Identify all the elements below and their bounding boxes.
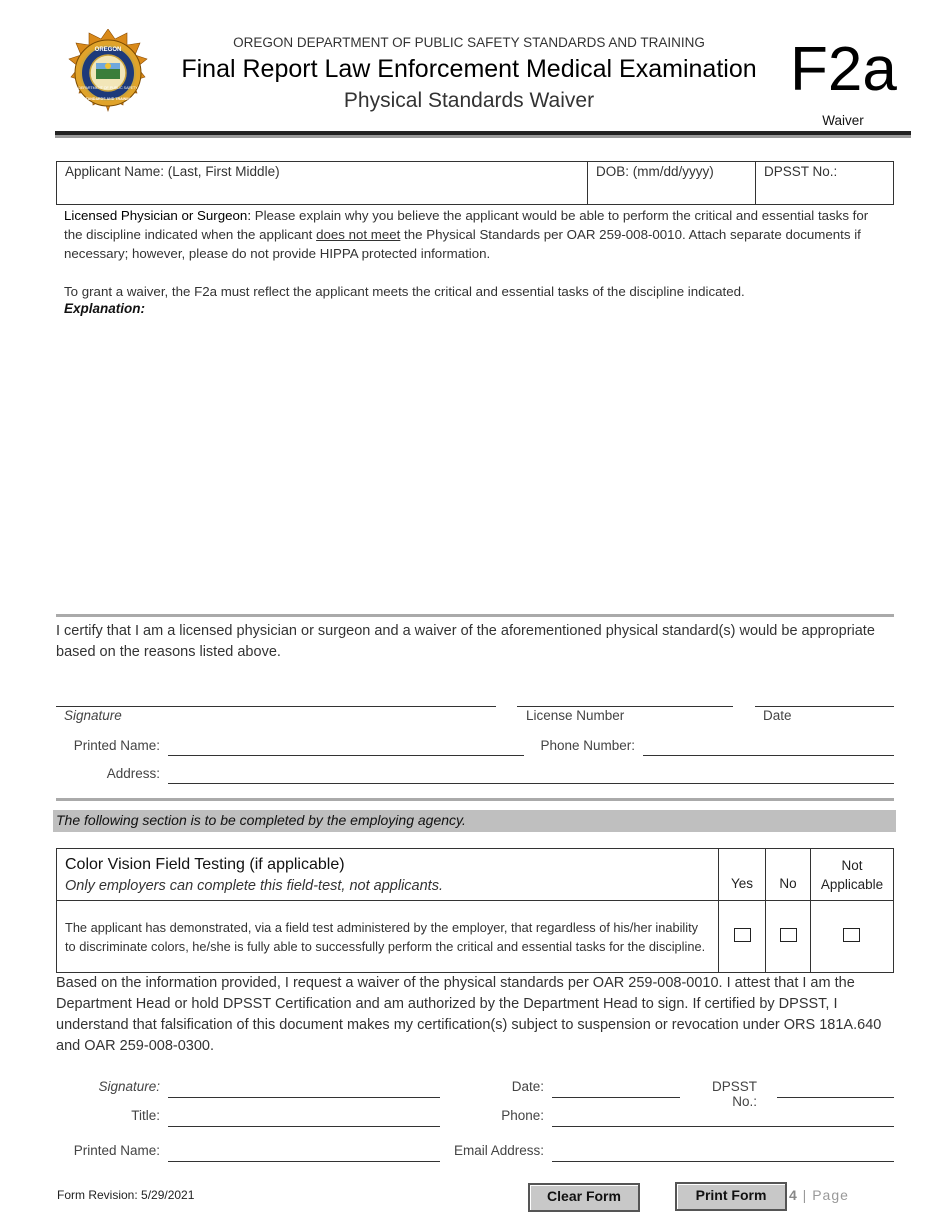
applicant-name-field[interactable] [57,162,587,204]
col-yes-header: Yes [719,849,766,901]
agency-section-band [53,810,896,832]
seal-text-bottom: STANDARDS AND TRAINING [83,97,133,101]
agency-printed-name-input[interactable] [168,1161,440,1162]
clear-form-button[interactable]: Clear Form [528,1183,640,1212]
color-vision-subheading: Only employers can complete this field-test, not applicants. [65,877,443,894]
print-form-button[interactable]: Print Form [675,1182,787,1211]
applicant-info-box [56,161,894,205]
dob-field[interactable] [587,162,755,204]
dob-label: DOB: (mm/dd/yyyy) [596,164,714,179]
physician-instructions [64,206,886,263]
agency-signature-input[interactable] [168,1097,440,1098]
page-label: | Page [797,1187,849,1203]
physician-phone-input[interactable] [643,755,894,756]
agency-printed-name-label: Printed Name: [73,1143,160,1158]
applicant-dpsst-label: DPSST No.: [764,164,838,179]
agency-signature-label: Signature: [98,1079,160,1094]
instructions-text-1: Please explain why you believe the applicant would be able to perform the critical and essential tasks for the discipline indicated when the applicant [64,208,869,242]
physician-date-line[interactable] [755,706,894,707]
physician-printed-name-input[interactable] [168,755,524,756]
agency-attestation: Based on the information provided, I request a waiver of the physical standards per OAR 259-008-0010. I attest that I am the Department Head or hold DPSST Certification and am authorized by the Department Head to sign. If certified by DPSST, I understand that falsification of this document makes my certification(s) subject to suspension or revocation under ORS 181A.640 and OAR 259-008-0300. [56,975,882,1054]
form-type-label: Waiver [822,113,864,128]
seal-text-top: OREGON [94,47,122,53]
applicant-dpsst-field[interactable] [755,162,893,204]
col-na-header: Not Applicable [810,849,893,901]
agency-name: OREGON DEPARTMENT OF PUBLIC SAFETY STANDARDS AND TRAINING [233,35,705,50]
agency-title-label: Title: [131,1108,160,1123]
form-revision: Form Revision: 5/29/2021 [57,1188,195,1202]
instructions-lead: Licensed Physician or Surgeon: [64,208,252,223]
physician-printed-name-label: Printed Name: [73,738,160,753]
license-number-label: License Number [526,708,625,723]
agency-date-label: Date: [511,1079,544,1094]
instructions-underlined: does not meet [316,227,401,242]
agency-title-input[interactable] [168,1126,440,1127]
physician-certification-statement: I certify that I am a licensed physician or surgeon and a waiver of the aforementioned physical standard(s) would be appropriate based on the reasons listed above. [56,623,875,660]
physician-date-label: Date [763,708,792,723]
agency-dpsst-input[interactable] [777,1097,894,1098]
instructions-text-2: the Physical Standards per OAR 259-008-0010. Attach separate documents if necessary; however, please do not provide HIPPA protected information. [64,227,861,261]
page-subtitle: Physical Standards Waiver [343,89,595,112]
agency-date-input[interactable] [552,1097,680,1098]
agency-dpsst-label: DPSST No.: [711,1079,757,1109]
physician-address-input[interactable] [168,783,894,784]
physician-phone-label: Phone Number: [540,738,635,753]
color-vision-statement: The applicant has demonstrated, via a field test administered by the employer, that regardless of his/her inability to discriminate colors, he/she is fully able to successfully perform the critical and essential tasks for the discipline. [57,901,719,973]
physician-signature-line[interactable] [56,706,496,707]
agency-email-input[interactable] [552,1161,894,1162]
col-no-header: No [766,849,811,901]
section-divider [56,614,894,617]
color-vision-header-cell [57,849,719,901]
form-code: F2a [790,35,897,104]
page-indicator [789,1187,849,1203]
agency-phone-input[interactable] [552,1126,894,1127]
agency-section-text: The following section is to be completed by the employing agency. [56,812,466,828]
explanation-label: Explanation: [64,301,146,316]
explanation-textarea[interactable] [56,322,894,612]
grant-note: To grant a waiver, the F2a must reflect the applicant meets the critical and essential tasks of the discipline indicated. [64,284,745,299]
color-vision-table [56,848,894,973]
page-number: 4 [789,1187,798,1203]
agency-email-label: Email Address: [453,1143,544,1158]
applicant-name-label: Applicant Name: (Last, First Middle) [65,164,280,179]
color-vision-no-checkbox[interactable] [780,928,797,942]
physician-address-label: Address: [106,766,160,781]
section-divider-2 [56,798,894,801]
license-number-line[interactable] [517,706,733,707]
color-vision-yes-checkbox[interactable] [734,928,751,942]
color-vision-heading: Color Vision Field Testing (if applicable) [65,855,345,873]
color-vision-na-checkbox[interactable] [843,928,860,942]
seal-text-ring: DEPARTMENT OF PUBLIC SAFETY [78,86,138,90]
dpsst-seal-logo [63,29,153,123]
page-title: Final Report Law Enforcement Medical Examination [181,55,757,83]
physician-signature-label: Signature [64,708,122,723]
agency-phone-label: Phone: [501,1108,544,1123]
header-divider-shadow [55,135,911,138]
